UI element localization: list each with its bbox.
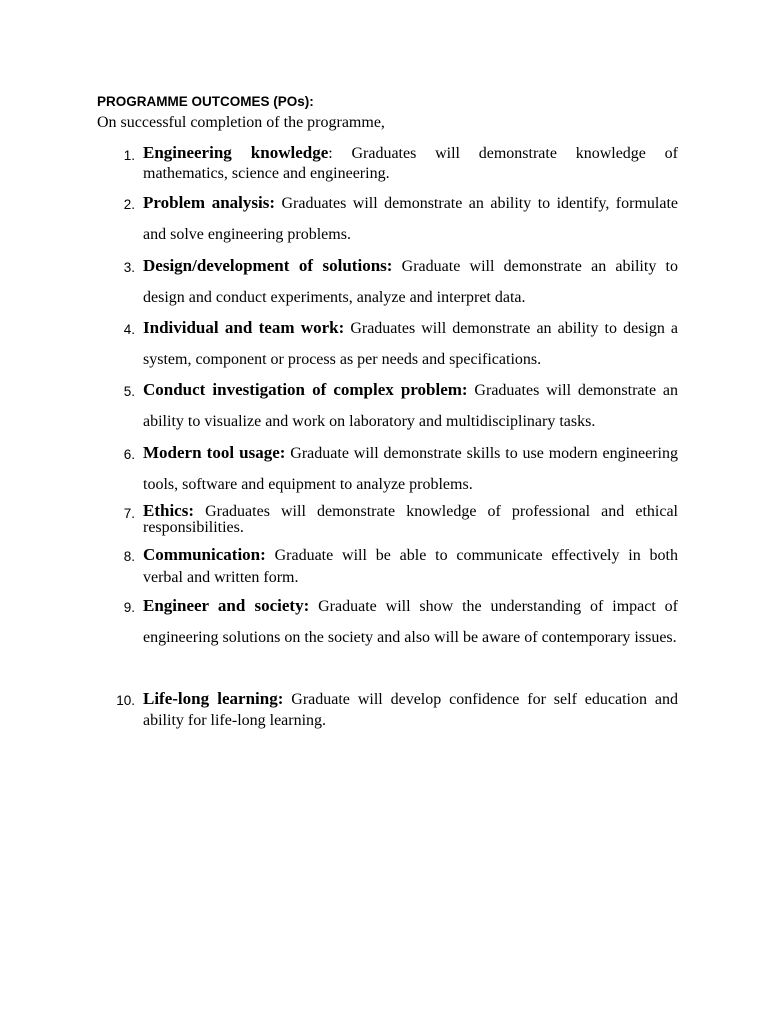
outcome-description: Graduates will demonstrate an ability to identify, formulate and solve engineering problems. [143, 195, 678, 243]
outcome-description: Graduate will develop confidence for self education and ability for life-long learning. [143, 691, 679, 729]
outcome-number: 3. [123, 260, 135, 275]
outcome-text [143, 250, 678, 313]
outcome-label: Communication: [143, 545, 266, 564]
outcome-text [143, 143, 678, 184]
outcome-number: 6. [123, 447, 135, 462]
intro-text: On successful completion of the programme, [97, 114, 385, 131]
outcome-description: Graduate will demonstrate an ability to design and conduct experiments, analyze and interpret data. [143, 258, 678, 306]
outcome-number: 4. [123, 322, 135, 337]
outcome-label: Engineer and society: [143, 596, 310, 615]
section-heading: PROGRAMME OUTCOMES (POs): [97, 94, 314, 109]
outcome-label: Life-long learning: [143, 689, 284, 708]
outcome-number: 7. [123, 506, 135, 521]
outcome-description: Graduates will demonstrate knowledge of professional and ethical responsibilities. [143, 503, 678, 536]
outcome-description: Graduate will be able to communicate effectively in both verbal and written form. [143, 547, 678, 586]
outcome-text [143, 312, 678, 375]
outcome-description: Graduates will demonstrate an ability to design a system, component or process as per needs and specifications. [143, 320, 679, 368]
outcome-description: Graduate will demonstrate skills to use modern engineering tools, software and equipment to analyze problems. [143, 445, 678, 493]
outcome-label: Individual and team work: [143, 318, 345, 337]
outcome-label: Ethics: [143, 501, 194, 520]
outcome-text [143, 187, 678, 250]
outcome-number: 10. [116, 693, 135, 708]
outcome-text [143, 437, 678, 500]
outcome-label: Engineering knowledge [143, 143, 329, 162]
outcome-number: 5. [123, 384, 135, 399]
outcome-text [143, 503, 678, 536]
outcome-number: 1. [123, 148, 135, 163]
outcome-label: Design/development of solutions: [143, 256, 393, 275]
outcome-label: Conduct investigation of complex problem: [143, 380, 468, 399]
outcome-description: Graduate will show the understanding of impact of engineering solutions on the society and also will be aware of contemporary issues. [143, 598, 678, 646]
outcome-number: 9. [123, 600, 135, 615]
outcome-text [143, 590, 678, 653]
outcome-description: Graduates will demonstrate an ability to visualize and work on laboratory and multidisciplinary tasks. [143, 382, 678, 430]
outcome-number: 2. [123, 197, 135, 212]
outcome-text [143, 544, 678, 589]
outcome-label: Problem analysis: [143, 193, 276, 212]
outcome-text [143, 688, 678, 731]
outcome-label: Modern tool usage: [143, 443, 286, 462]
outcome-description: : Graduates will demonstrate knowledge of mathematics, science and engineering. [143, 145, 679, 182]
outcome-number: 8. [123, 549, 135, 564]
outcome-text [143, 374, 678, 437]
